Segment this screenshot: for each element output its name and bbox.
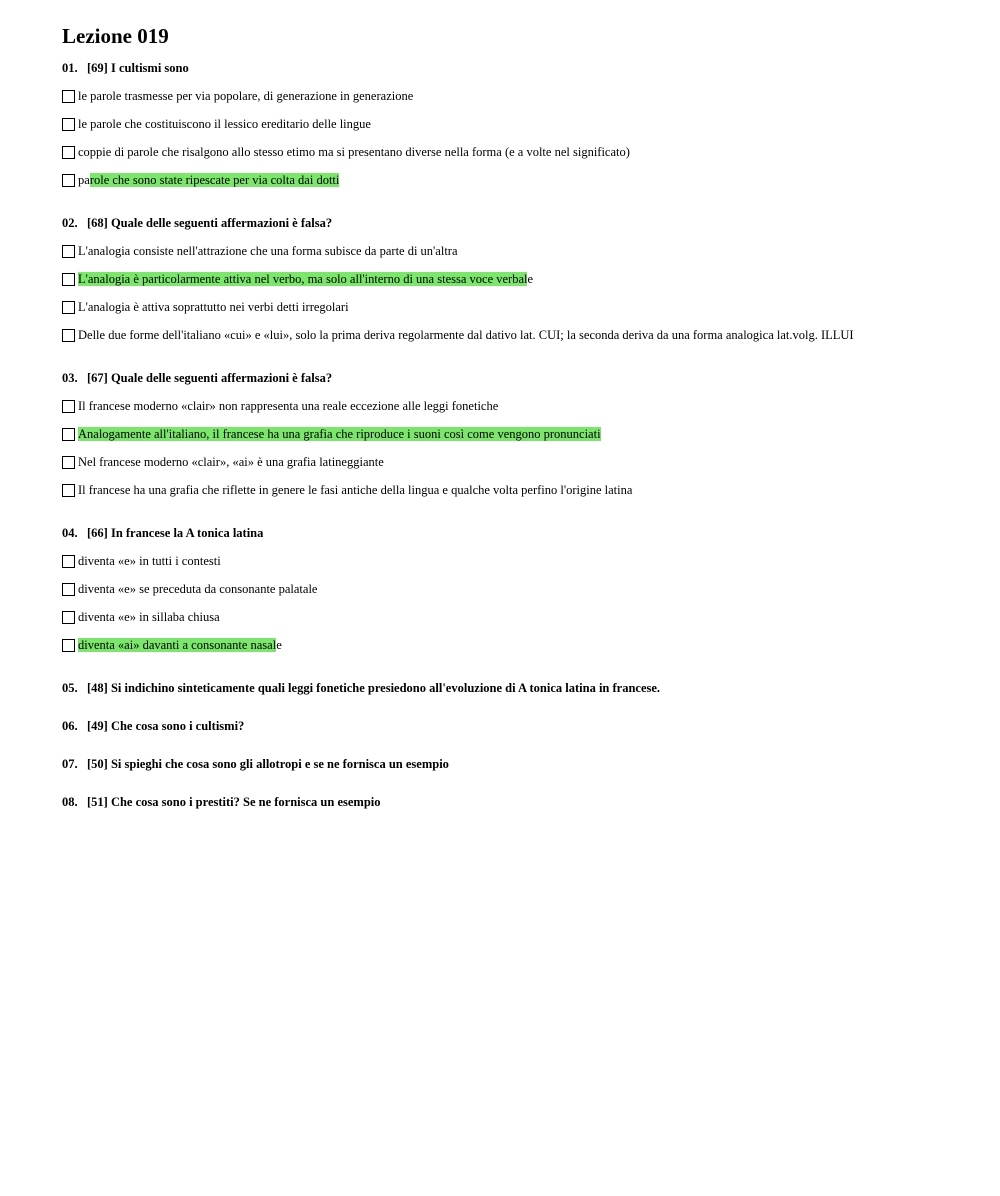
answer-option[interactable] <box>62 392 982 420</box>
answer-option[interactable] <box>62 265 982 293</box>
question-spacer <box>62 740 982 748</box>
answer-option[interactable] <box>62 237 982 265</box>
highlighted-answer-text: Analogamente all'italiano, il francese ha una grafia che riproduce i suoni così come vengono pronunciati <box>78 426 601 441</box>
answer-text-segment: Delle due forme dell'italiano «cui» e «lui», solo la prima deriva regolarmente dal dativo lat. CUI; la seconda deriva da una forma analogica lat.volg. ILLUI <box>78 327 854 342</box>
answer-text-segment: diventa «e» in sillaba chiusa <box>78 609 220 624</box>
answer-checkbox[interactable] <box>62 555 75 568</box>
highlighted-answer-text: L'analogia è particolarmente attiva nel verbo, ma solo all'interno di una stessa voce verbal <box>78 271 528 286</box>
answer-text-segment: diventa «e» in tutti i contesti <box>78 553 221 568</box>
answer-option[interactable] <box>62 547 982 575</box>
answer-checkbox[interactable] <box>62 118 75 131</box>
question-spacer <box>62 816 982 824</box>
answer-option[interactable] <box>62 603 982 631</box>
answer-option[interactable] <box>62 110 982 138</box>
answer-text <box>78 582 317 597</box>
question-header <box>62 370 982 386</box>
answer-text-segment: e <box>527 271 534 286</box>
question-header <box>62 756 982 772</box>
question-08 <box>62 794 982 824</box>
answer-checkbox[interactable] <box>62 400 75 413</box>
answer-text <box>78 272 533 287</box>
question-text: [51] Che cosa sono i prestiti? Se ne fornisca un esempio <box>87 795 381 809</box>
answer-text <box>78 300 349 315</box>
answer-text <box>78 554 221 569</box>
answer-text <box>78 399 498 414</box>
answer-checkbox[interactable] <box>62 329 75 342</box>
answer-text <box>78 455 384 470</box>
answer-text <box>78 638 282 653</box>
question-text: [66] In francese la A tonica latina <box>87 526 264 540</box>
answer-text-segment: Nel francese moderno «clair», «ai» è una grafia latineggiante <box>78 454 384 469</box>
answer-text <box>78 427 601 442</box>
question-text: [69] I cultismi sono <box>87 61 189 75</box>
answer-option[interactable] <box>62 293 982 321</box>
page-title: Lezione 019 <box>62 24 169 48</box>
highlighted-answer-text: role che sono state ripescate per via colta dai dotti <box>89 172 340 187</box>
question-06 <box>62 718 982 748</box>
question-number: 07. <box>62 757 78 771</box>
question-spacer <box>62 659 982 672</box>
answer-text <box>78 244 458 259</box>
question-number: 04. <box>62 526 78 540</box>
question-header <box>62 718 982 734</box>
answer-checkbox[interactable] <box>62 456 75 469</box>
answer-text-segment: pa <box>78 172 90 187</box>
answer-option[interactable] <box>62 138 982 166</box>
question-spacer <box>62 349 982 362</box>
question-header <box>62 794 982 810</box>
question-number: 01. <box>62 61 78 75</box>
answer-text-segment: diventa «e» se preceduta da consonante palatale <box>78 581 318 596</box>
question-03 <box>62 370 982 517</box>
question-header <box>62 215 982 231</box>
answer-checkbox[interactable] <box>62 428 75 441</box>
answer-text-segment: e <box>276 637 282 652</box>
answer-option[interactable] <box>62 631 982 659</box>
answer-checkbox[interactable] <box>62 611 75 624</box>
answer-option[interactable] <box>62 420 982 448</box>
answer-text-segment: le parole che costituiscono il lessico ereditario delle lingue <box>78 116 371 131</box>
answer-text-segment: L'analogia è attiva soprattutto nei verbi detti irregolari <box>78 299 349 314</box>
highlighted-answer-text: diventa «ai» davanti a consonante nasal <box>78 637 277 652</box>
question-header <box>62 680 982 696</box>
question-text: [48] Si indichino sinteticamente quali leggi fonetiche presiedono all'evoluzione di A tonica latina in francese. <box>87 681 661 695</box>
answer-checkbox[interactable] <box>62 245 75 258</box>
question-04 <box>62 525 982 672</box>
answer-text <box>78 610 220 625</box>
question-header <box>62 60 982 76</box>
question-number: 05. <box>62 681 78 695</box>
question-05 <box>62 680 982 710</box>
question-number: 06. <box>62 719 78 733</box>
answer-text-segment: le parole trasmesse per via popolare, di generazione in generazione <box>78 88 414 103</box>
question-text: [67] Quale delle seguenti affermazioni è falsa? <box>87 371 333 385</box>
answer-checkbox[interactable] <box>62 90 75 103</box>
question-number: 08. <box>62 795 78 809</box>
answer-text <box>78 173 339 188</box>
question-spacer <box>62 194 982 207</box>
question-header <box>62 525 982 541</box>
answer-text <box>78 89 413 104</box>
lesson-document <box>62 22 982 824</box>
question-text: [68] Quale delle seguenti affermazioni è falsa? <box>87 216 333 230</box>
question-text: [49] Che cosa sono i cultismi? <box>87 719 245 733</box>
answer-checkbox[interactable] <box>62 146 75 159</box>
answer-checkbox[interactable] <box>62 484 75 497</box>
question-spacer <box>62 778 982 786</box>
answer-text-segment: Il francese ha una grafia che riflette in genere le fasi antiche della lingua e qualche volta perfino l'origine latina <box>78 482 633 497</box>
answer-checkbox[interactable] <box>62 639 75 652</box>
answer-option[interactable] <box>62 448 982 476</box>
answer-option[interactable] <box>62 575 982 603</box>
answer-checkbox[interactable] <box>62 174 75 187</box>
question-spacer <box>62 702 982 710</box>
question-01 <box>62 60 982 207</box>
question-07 <box>62 756 982 786</box>
answer-option[interactable] <box>62 166 982 194</box>
question-text: [50] Si spieghi che cosa sono gli allotropi e se ne fornisca un esempio <box>87 757 449 771</box>
answer-text-segment: L'analogia consiste nell'attrazione che una forma subisce da parte di un'altra <box>78 243 458 258</box>
answer-checkbox[interactable] <box>62 583 75 596</box>
answer-text-segment: coppie di parole che risalgono allo stesso etimo ma si presentano diverse nella forma (e a volte nel significato) <box>78 144 630 159</box>
question-list <box>62 60 982 824</box>
answer-text <box>78 117 371 132</box>
answer-option[interactable] <box>62 321 982 349</box>
question-spacer <box>62 504 982 517</box>
question-02 <box>62 215 982 362</box>
answer-checkbox[interactable] <box>62 273 75 286</box>
answer-text <box>78 328 854 343</box>
question-number: 02. <box>62 216 78 230</box>
question-number: 03. <box>62 371 78 385</box>
answer-checkbox[interactable] <box>62 301 75 314</box>
answer-option[interactable] <box>62 476 982 504</box>
answer-text <box>78 145 630 160</box>
answer-text <box>78 483 632 498</box>
answer-text-segment: Il francese moderno «clair» non rappresenta una reale eccezione alle leggi fonetiche <box>78 398 499 413</box>
answer-option[interactable] <box>62 82 982 110</box>
